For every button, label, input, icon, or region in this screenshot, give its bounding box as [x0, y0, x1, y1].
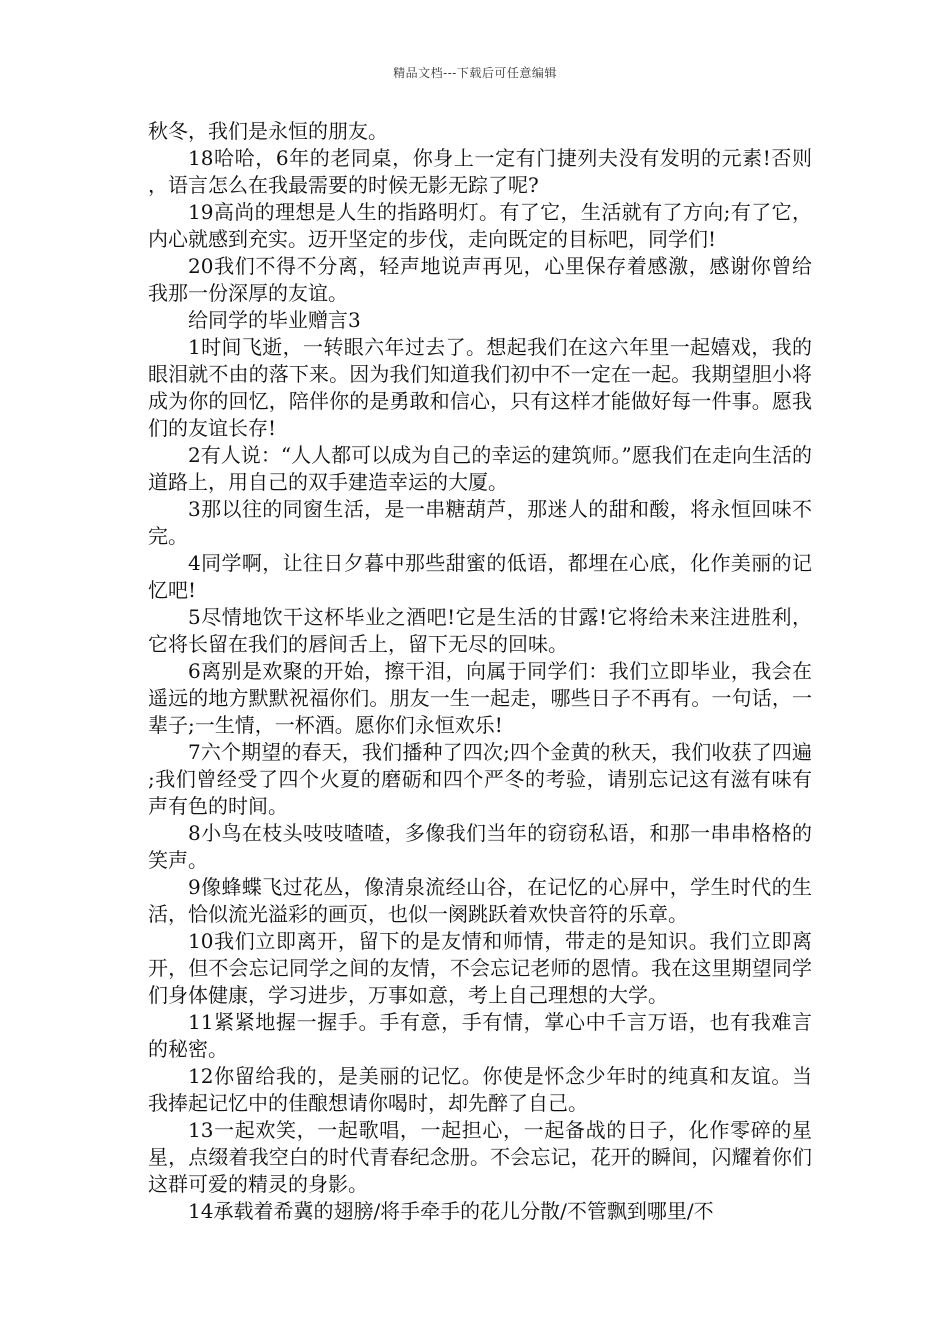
- paragraph: 1时间飞逝，一转眼六年过去了。想起我们在这六年里一起嬉戏，我的眼泪就不由的落下来。因为我们知道我们初中不一定在一起。我期望胆小将成为你的回忆，陪伴你的是勇敢和信心，只有这样才能做好每一件事。愿我们的友谊长存!: [148, 335, 812, 440]
- paragraph: 12你留给我的，是美丽的记忆。你使是怀念少年时的纯真和友谊。当我捧起记忆中的佳酿想请你喝时，却先醉了自己。: [148, 1064, 812, 1115]
- paragraph: 3那以往的同窗生活，是一串糖葫芦，那迷人的甜和酸，将永恒回味不完。: [148, 497, 812, 548]
- paragraph: 8小鸟在枝头吱吱喳喳，多像我们当年的窃窃私语，和那一串串格格的笑声。: [148, 821, 812, 872]
- document-body: [148, 118, 812, 1225]
- paragraph: 6离别是欢聚的开始，擦干泪，向属于同学们：我们立即毕业，我会在遥远的地方默默祝福你们。朋友一生一起走，哪些日子不再有。一句话，一辈子;一生情，一杯酒。愿你们永恒欢乐!: [148, 659, 812, 737]
- paragraph: 9像蜂蝶飞过花丛，像清泉流经山谷，在记忆的心屏中，学生时代的生活，恰似流光溢彩的画页，也似一阕跳跃着欢快音符的乐章。: [148, 875, 812, 926]
- paragraph: 13一起欢笑，一起歌唱，一起担心，一起备战的日子，化作零碎的星星，点缀着我空白的时代青春纪念册。不会忘记，花开的瞬间，闪耀着你们这群可爱的精灵的身影。: [148, 1118, 812, 1196]
- paragraph: 5尽情地饮干这杯毕业之酒吧!它是生活的甘露!它将给未来注进胜利，它将长留在我们的唇间舌上，留下无尽的回味。: [148, 605, 812, 656]
- paragraph: 10我们立即离开，留下的是友情和师情，带走的是知识。我们立即离开，但不会忘记同学之间的友情，不会忘记老师的恩情。我在这里期望同学们身体健康，学习进步，万事如意，考上自己理想的大学。: [148, 929, 812, 1007]
- page-header: 精品文档---下载后可任意编辑: [393, 66, 557, 80]
- paragraph: 秋冬，我们是永恒的朋友。: [148, 119, 388, 143]
- paragraph: 18哈哈，6年的老同桌，你身上一定有门捷列夫没有发明的元素!否则，语言怎么在我最需要的时候无影无踪了呢?: [148, 146, 812, 197]
- paragraph: 20我们不得不分离，轻声地说声再见，心里保存着感激，感谢你曾给我那一份深厚的友谊。: [148, 254, 812, 305]
- paragraph: 14承载着希冀的翅膀/将手牵手的花儿分散/不管飘到哪里/不: [188, 1199, 714, 1223]
- paragraph: 11紧紧地握一握手。手有意，手有情，掌心中千言万语，也有我难言的秘密。: [148, 1010, 812, 1061]
- paragraph: 19高尚的理想是人生的指路明灯。有了它，生活就有了方向;有了它，内心就感到充实。迈开坚定的步伐，走向既定的目标吧，同学们!: [148, 200, 812, 251]
- paragraph: 2有人说：“人人都可以成为自己的幸运的建筑师。”愿我们在走向生活的道路上，用自己的双手建造幸运的大厦。: [148, 443, 812, 494]
- paragraph: 4同学啊，让往日夕暮中那些甜蜜的低语，都埋在心底，化作美丽的记忆吧!: [148, 551, 812, 602]
- paragraph: 7六个期望的春天，我们播种了四次;四个金黄的秋天，我们收获了四遍;我们曾经受了四个火夏的磨砺和四个严冬的考验，请别忘记这有滋有味有声有色的时间。: [148, 740, 812, 818]
- section-heading: 给同学的毕业赠言3: [188, 308, 361, 332]
